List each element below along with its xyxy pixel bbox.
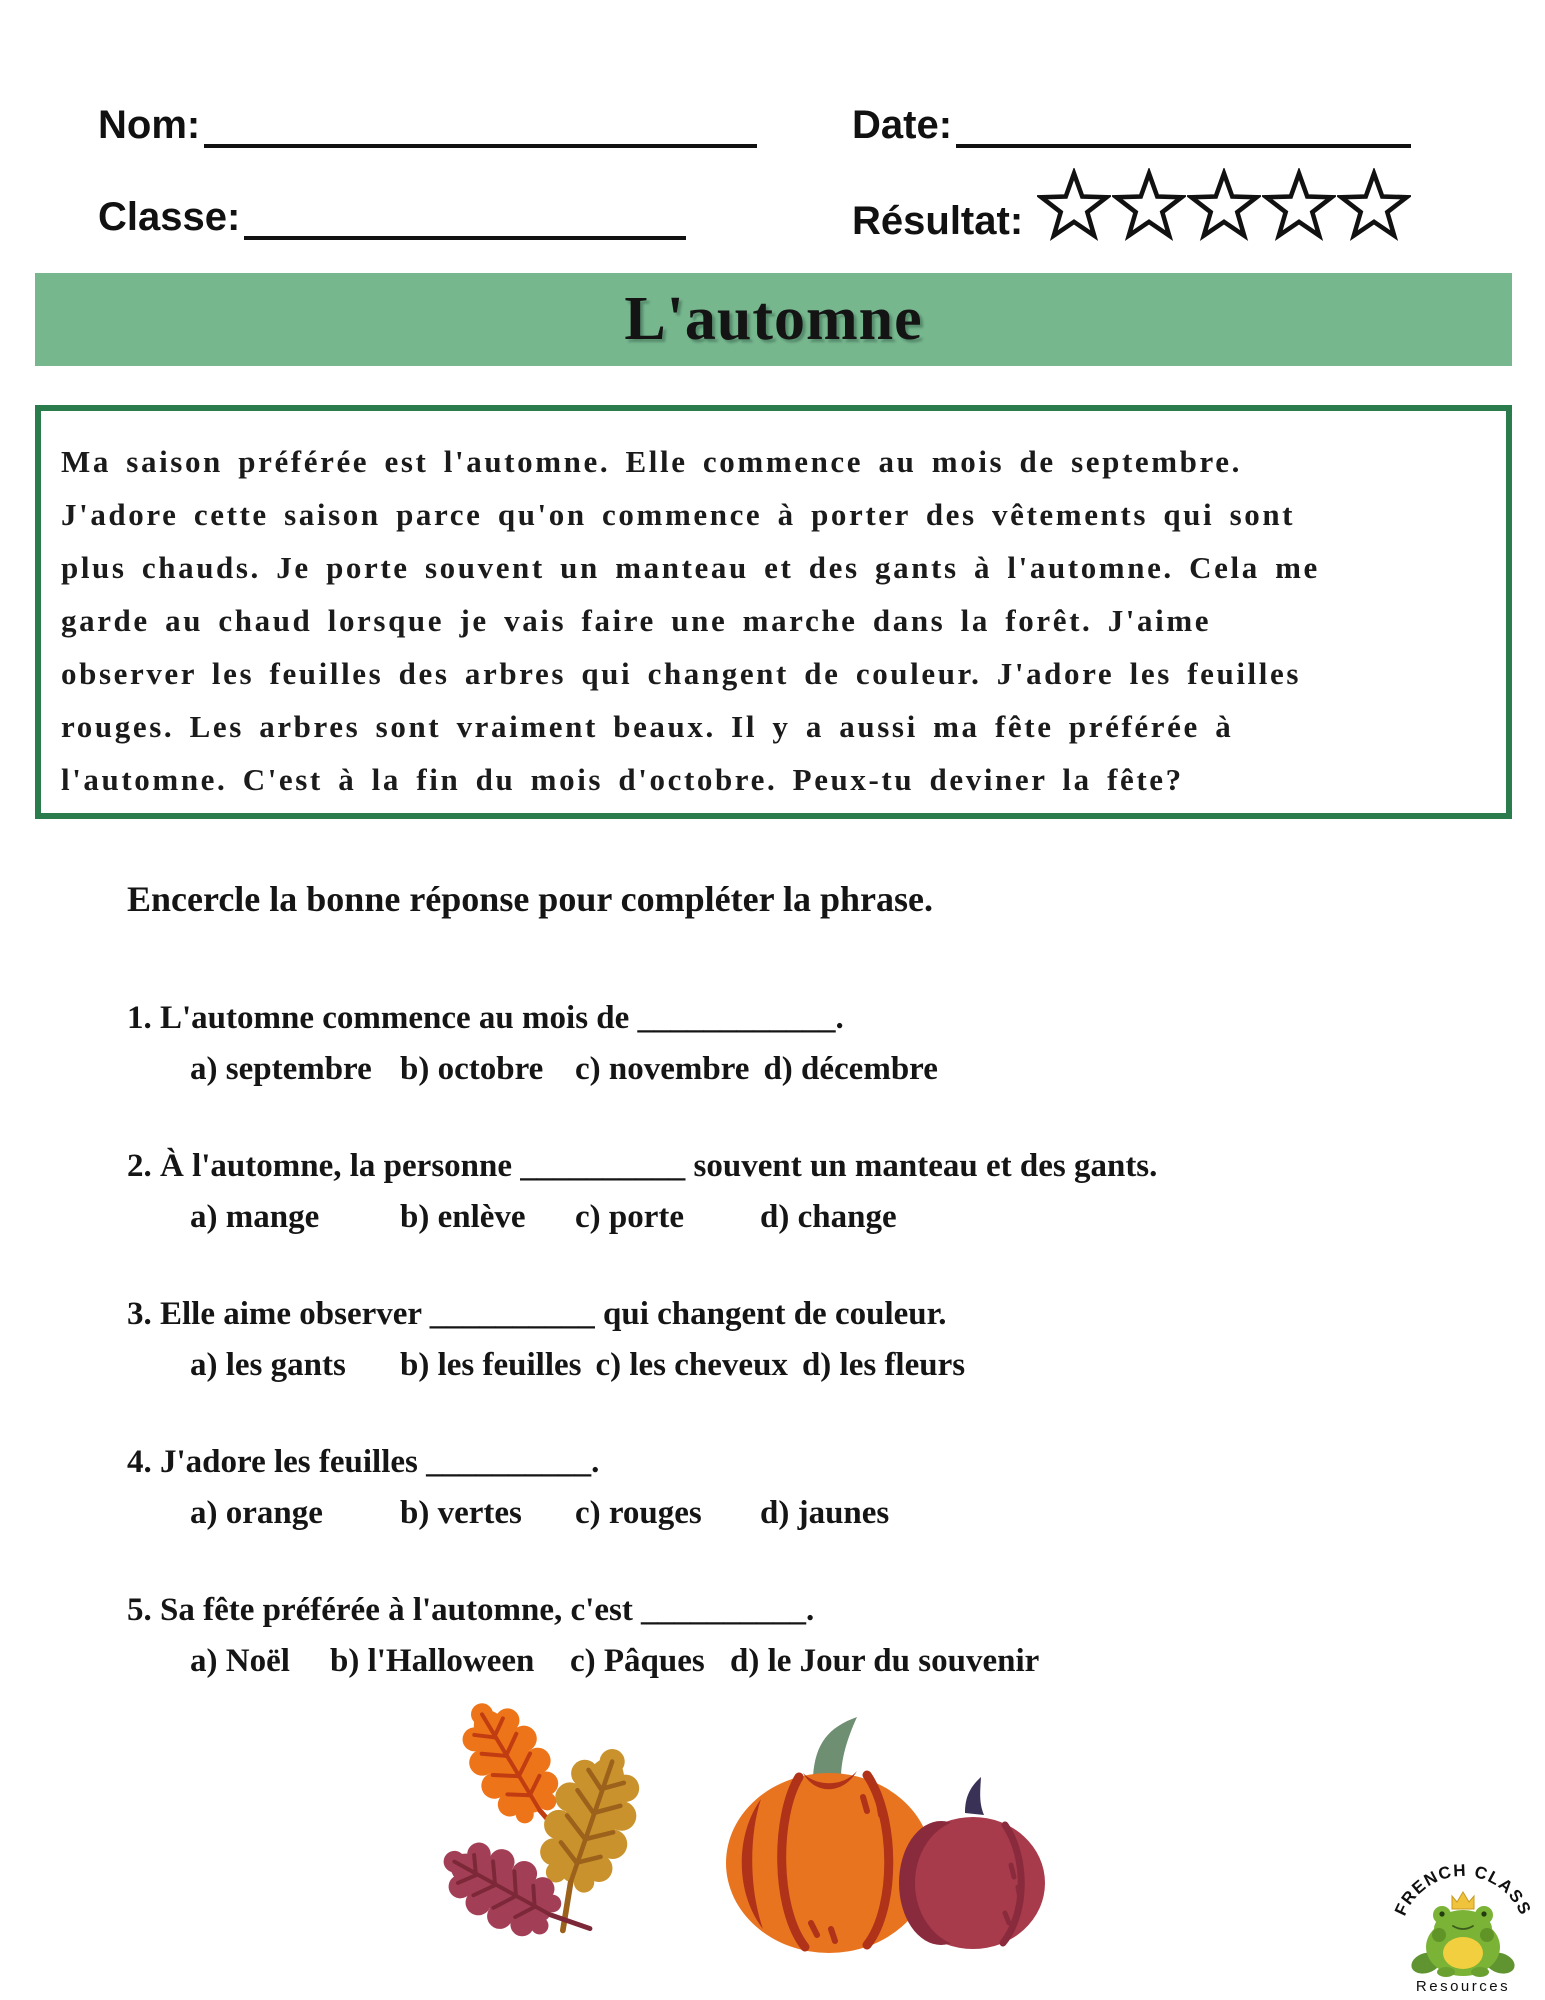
question-text: 1. L'automne commence au mois de ____________.: [127, 1000, 844, 1036]
nom-label: Nom:: [98, 103, 201, 147]
passage-line: observer les feuilles des arbres qui changent de couleur. J'adore les feuilles: [61, 656, 1302, 691]
option-b: b) octobre: [400, 1051, 544, 1087]
classe-blank-line: [244, 236, 686, 240]
question-options: [127, 1495, 1527, 1532]
frog-icon: [1409, 1892, 1518, 1977]
title-banner: [35, 273, 1512, 366]
option-c: c) novembre: [575, 1051, 750, 1087]
option-c: c) Pâques: [570, 1643, 705, 1679]
question-text: 5. Sa fête préférée à l'automne, c'est __________.: [127, 1592, 815, 1628]
star-icon: [1187, 168, 1261, 244]
header-field-resultat: [852, 168, 1412, 244]
option-c: c) rouges: [575, 1495, 702, 1531]
option-a: a) Noël: [190, 1643, 290, 1679]
option-c: c) les cheveux: [595, 1347, 788, 1383]
header-field-classe: [98, 194, 686, 240]
option-d: d) change: [760, 1199, 897, 1235]
passage-line: l'automne. C'est à la fin du mois d'octobre. Peux-tu deviner la fête?: [61, 762, 1184, 797]
big-pumpkin: [726, 1717, 932, 1953]
option-a: a) septembre: [190, 1051, 372, 1087]
result-stars: [1037, 168, 1412, 244]
question-text: 3. Elle aime observer __________ qui changent de couleur.: [127, 1296, 947, 1332]
header-field-nom: [98, 102, 757, 148]
star-icon: [1037, 168, 1111, 244]
option-c: c) porte: [575, 1199, 685, 1235]
passage-line: Ma saison préférée est l'automne. Elle commence au mois de septembre.: [61, 444, 1243, 479]
logo-subtext: Resources: [1415, 1978, 1511, 1995]
question-options: [127, 1199, 1527, 1236]
option-d: d) les fleurs: [801, 1347, 966, 1383]
passage-line: plus chauds. Je porte souvent un manteau et des gants à l'automne. Cela me: [61, 550, 1320, 585]
option-b: b) vertes: [400, 1495, 522, 1531]
autumn-leaves-illustration: [435, 1680, 670, 1975]
option-d: d) décembre: [763, 1051, 938, 1087]
question-3: [127, 1296, 1527, 1384]
small-pumpkin: [899, 1777, 1045, 1949]
question-2: [127, 1148, 1527, 1236]
option-b: b) enlève: [400, 1199, 526, 1235]
nom-blank-line: [204, 144, 757, 148]
star-icon: [1337, 168, 1411, 244]
page-title: L'automne: [624, 285, 923, 353]
question-1: [127, 1000, 1527, 1088]
question-options: [127, 1051, 1527, 1088]
option-d: d) jaunes: [760, 1495, 890, 1531]
passage-line: J'adore cette saison parce qu'on commence à porter des vêtements qui sont: [61, 497, 1296, 532]
question-5: [127, 1592, 1527, 1680]
logo-arc-text: FRENCH CLASS: [1390, 1860, 1536, 1919]
question-options: [127, 1347, 1527, 1384]
option-a: a) mange: [190, 1199, 320, 1235]
question-4: [127, 1444, 1527, 1532]
instruction-text: Encercle la bonne réponse pour compléter la phrase.: [127, 879, 933, 919]
passage-box: [35, 405, 1512, 819]
pumpkins-illustration: [715, 1715, 1055, 1960]
header-field-date: [852, 102, 1411, 148]
option-a: a) les gants: [190, 1347, 346, 1383]
french-class-resources-logo: [1386, 1843, 1540, 1995]
passage-line: garde au chaud lorsque je vais faire une marche dans la forêt. J'aime: [61, 603, 1212, 638]
classe-label: Classe:: [98, 195, 241, 239]
option-b: b) les feuilles: [400, 1347, 582, 1383]
question-text: 2. À l'automne, la personne __________ souvent un manteau et des gants.: [127, 1148, 1158, 1184]
passage-line: rouges. Les arbres sont vraiment beaux. Il y a aussi ma fête préférée à: [61, 709, 1234, 744]
star-icon: [1112, 168, 1186, 244]
resultat-label: Résultat:: [852, 199, 1024, 243]
question-text: 4. J'adore les feuilles __________.: [127, 1444, 600, 1480]
option-d: d) le Jour du souvenir: [730, 1643, 1040, 1679]
star-icon: [1262, 168, 1336, 244]
date-blank-line: [956, 144, 1411, 148]
question-options: [127, 1643, 1527, 1680]
date-label: Date:: [852, 103, 953, 147]
option-a: a) orange: [190, 1495, 323, 1531]
option-b: b) l'Halloween: [330, 1643, 535, 1679]
